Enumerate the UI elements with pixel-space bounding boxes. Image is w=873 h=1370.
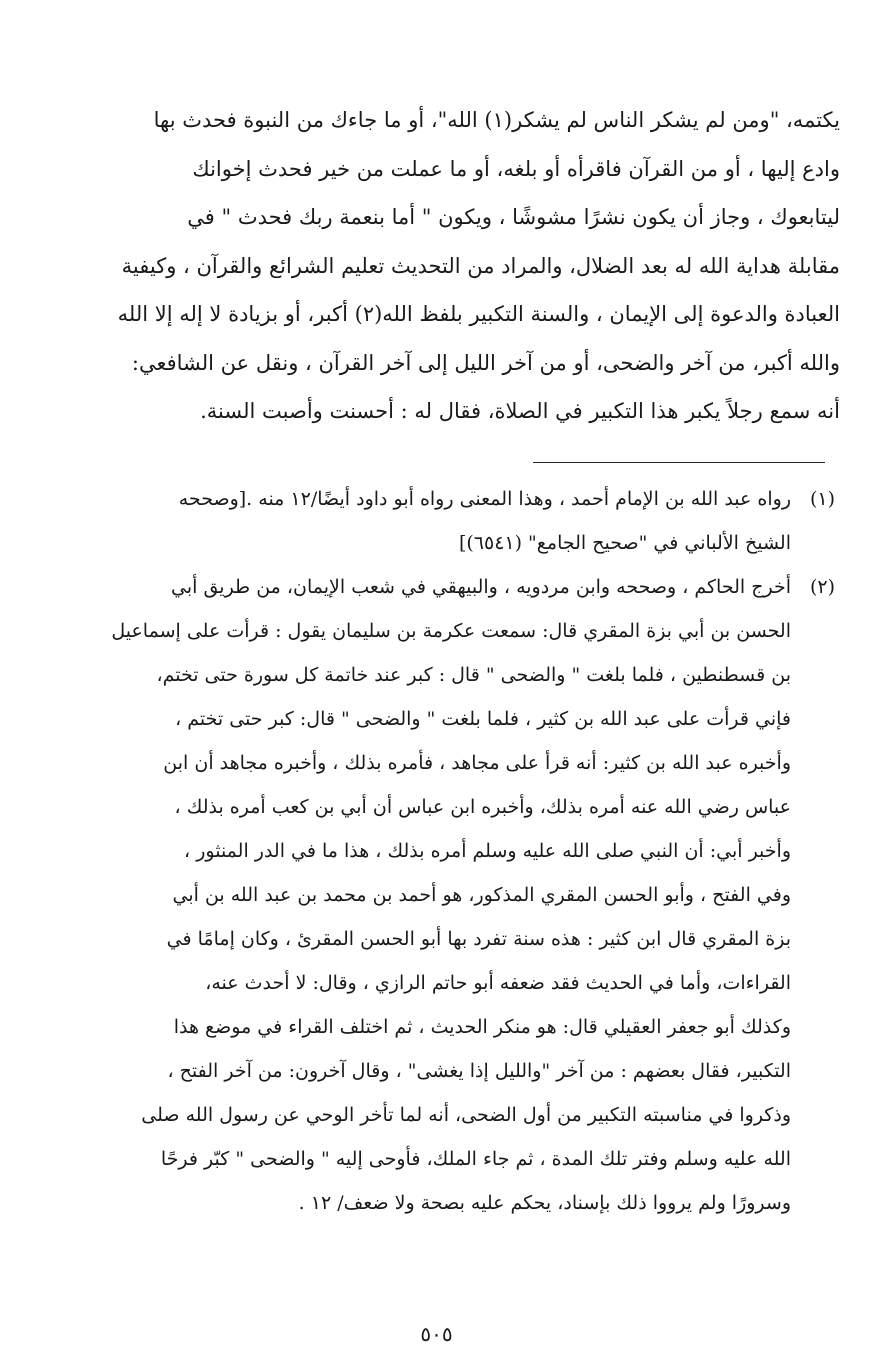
footnote-line: وكذلك أبو جعفر العقيلي قال: هو منكر الحديث ، ثم اختلف القراء في موضع هذا <box>173 1016 791 1038</box>
footnote-line: وأخبر أبي: أن النبي صلى الله عليه وسلم أمره بذلك ، هذا ما في الدر المنثور ، <box>184 840 791 862</box>
footnote-line: الله عليه وسلم وفتر تلك المدة ، ثم جاء الملك، فأوحى إليه " والضحى " كبّر فرحًا <box>160 1148 791 1170</box>
footnote-line: وفي الفتح ، وأبو الحسن المقري المذكور، هو أحمد بن محمد بن عبد الله بن أبي <box>172 884 791 906</box>
main-text-block <box>90 96 840 436</box>
footnote-line: فإني قرأت على عبد الله بن كثير ، فلما بلغت " والضحى " قال: كبر حتى تختم ، <box>175 708 791 730</box>
main-text-line: ليتابعوك ، وجاز أن يكون نشرًا مشوشًا ، ويكون " أما بنعمة ربك فحدث " في <box>187 205 840 229</box>
main-text-line: أنه سمع رجلاً يكبر هذا التكبير في الصلاة، فقال له : أحسنت وأصبت السنة. <box>200 399 840 423</box>
footnote-line: عباس رضي الله عنه أمره بذلك، وأخبره ابن عباس أن أبي بن كعب أمره بذلك ، <box>174 796 791 818</box>
footnote-line: القراءات، وأما في الحديث فقد ضعفه أبو حاتم الرازي ، وقال: لا أحدث عنه، <box>205 972 791 994</box>
footnote-number: (٢) <box>809 576 835 598</box>
footnote-2 <box>90 565 835 1225</box>
footnote-1 <box>90 477 835 565</box>
footnotes-block <box>90 477 835 1225</box>
footnote-line: بن قسطنطين ، فلما بلغت " والضحى " قال : كبر عند خاتمة كل سورة حتى تختم، <box>156 664 791 686</box>
main-text-line: وادع إليها ، أو من القرآن فاقرأه أو بلغه، أو ما عملت من خير فحدث إخوانك <box>192 156 840 181</box>
page-number: ٥٠٥ <box>420 1322 453 1346</box>
footnote-line: وأخبره عبد الله بن كثير: أنه قرأ على مجاهد ، فأمره بذلك ، وأخبره مجاهد أن ابن <box>163 752 791 774</box>
main-text-line: والله أكبر، من آخر والضحى، أو من آخر الليل إلى آخر القرآن ، ونقل عن الشافعي: <box>131 350 840 375</box>
footnote-line: وذكروا في مناسبته التكبير من أول الضحى، أنه لما تأخر الوحي عن رسول الله صلى <box>141 1104 791 1126</box>
main-text-line: مقابلة هداية الله له بعد الضلال، والمراد من التحديث تعليم الشرائع والقرآن ، وكيفية <box>121 253 840 278</box>
footnote-line: وسرورًا ولم يرووا ذلك بإسناد، يحكم عليه بصحة ولا ضعف/ ١٢ . <box>298 1192 791 1214</box>
footnote-line: الشيخ الألباني في "صحيح الجامع" (٦٥٤١)] <box>458 532 791 554</box>
footnote-line: أخرج الحاكم ، وصححه وابن مردويه ، والبيهقي في شعب الإيمان، من طريق أبي <box>171 576 791 598</box>
footnote-line: رواه عبد الله بن الإمام أحمد ، وهذا المعنى رواه أبو داود أيضًا/١٢ منه .[وصححه <box>178 488 791 510</box>
footnote-line: الحسن بن أبي بزة المقري قال: سمعت عكرمة بن سليمان يقول : قرأت على إسماعيل <box>111 620 791 642</box>
main-text-line: يكتمه، "ومن لم يشكر الناس لم يشكر(١) الله"، أو ما جاءك من النبوة فحدث بها <box>153 108 840 132</box>
footnote-line: التكبير، فقال بعضهم : من آخر "والليل إذا يغشى" ، وقال آخرون: من آخر الفتح ، <box>167 1060 791 1082</box>
main-text-line: العبادة والدعوة إلى الإيمان ، والسنة التكبير بلفظ الله(٢) أكبر، أو بزيادة لا إله إلا الله <box>117 302 840 326</box>
footnote-number: (١) <box>809 488 835 510</box>
footnote-separator <box>533 462 825 463</box>
footnote-line: بزة المقري قال ابن كثير : هذه سنة تفرد بها أبو الحسن المقرئ ، وكان إمامًا في <box>166 928 791 950</box>
